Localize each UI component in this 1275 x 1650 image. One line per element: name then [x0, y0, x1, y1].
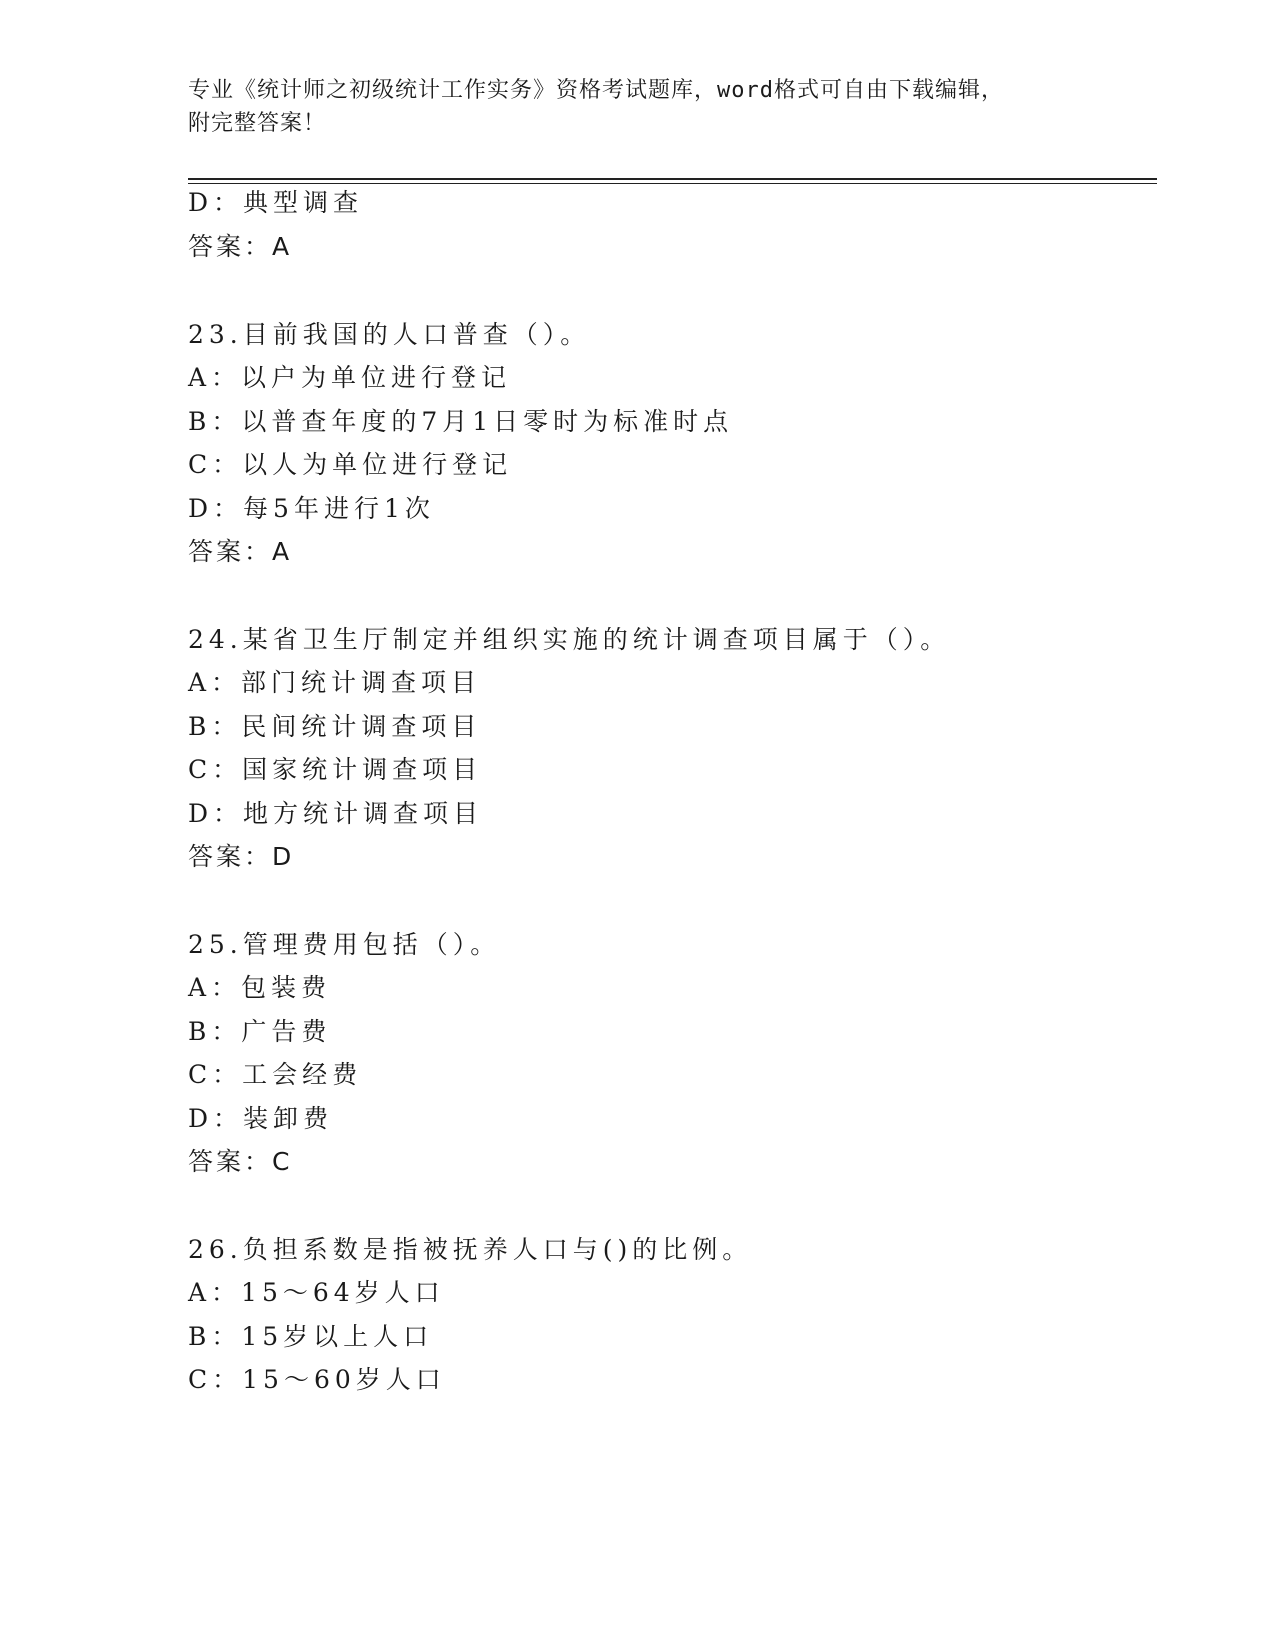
question-26-stem: 26.负担系数是指被抚养人口与()的比例。 [188, 1235, 753, 1264]
question-25-option-a: A：包装费 [188, 973, 332, 1002]
question-25-stem: 25.管理费用包括（）。 [188, 930, 501, 959]
question-23-option-b: B：以普查年度的7月1日零时为标准时点 [188, 407, 734, 436]
header-divider-thin [188, 183, 1157, 184]
question-26-option-a: A：15～64岁人口 [188, 1278, 445, 1307]
question-25-option-c: C：工会经费 [188, 1060, 363, 1089]
document-header [188, 74, 1088, 140]
question-24-option-a: A：部门统计调查项目 [188, 668, 482, 697]
question-26-option-b: B：15岁以上人口 [188, 1322, 434, 1351]
header-line-1: 专业《统计师之初级统计工作实务》资格考试题库，word格式可自由下载编辑， [188, 78, 1004, 103]
question-23-option-c: C：以人为单位进行登记 [188, 450, 513, 479]
question-26-option-c: C：15～60岁人口 [188, 1365, 446, 1394]
question-23-stem: 23.目前我国的人口普查（）。 [188, 320, 591, 349]
option-d: D：典型调查 [188, 188, 364, 217]
question-25-answer: 答案：C [188, 1147, 293, 1176]
question-25-option-d: D：装卸费 [188, 1104, 334, 1133]
header-line-2: 附完整答案！ [188, 111, 327, 136]
question-24-answer: 答案：D [188, 842, 295, 871]
answer-label: 答案：A [188, 232, 293, 261]
question-23-option-a: A：以户为单位进行登记 [188, 363, 512, 392]
question-23-option-d: D：每5年进行1次 [188, 494, 435, 523]
question-24-stem: 24.某省卫生厅制定并组织实施的统计调查项目属于（）。 [188, 625, 951, 654]
question-24-option-c: C：国家统计调查项目 [188, 755, 483, 784]
question-24-option-b: B：民间统计调查项目 [188, 712, 482, 741]
header-divider-thick [188, 178, 1157, 180]
question-24-option-d: D：地方统计调查项目 [188, 799, 484, 828]
question-25-option-b: B：广告费 [188, 1017, 332, 1046]
question-23-answer: 答案：A [188, 537, 293, 566]
